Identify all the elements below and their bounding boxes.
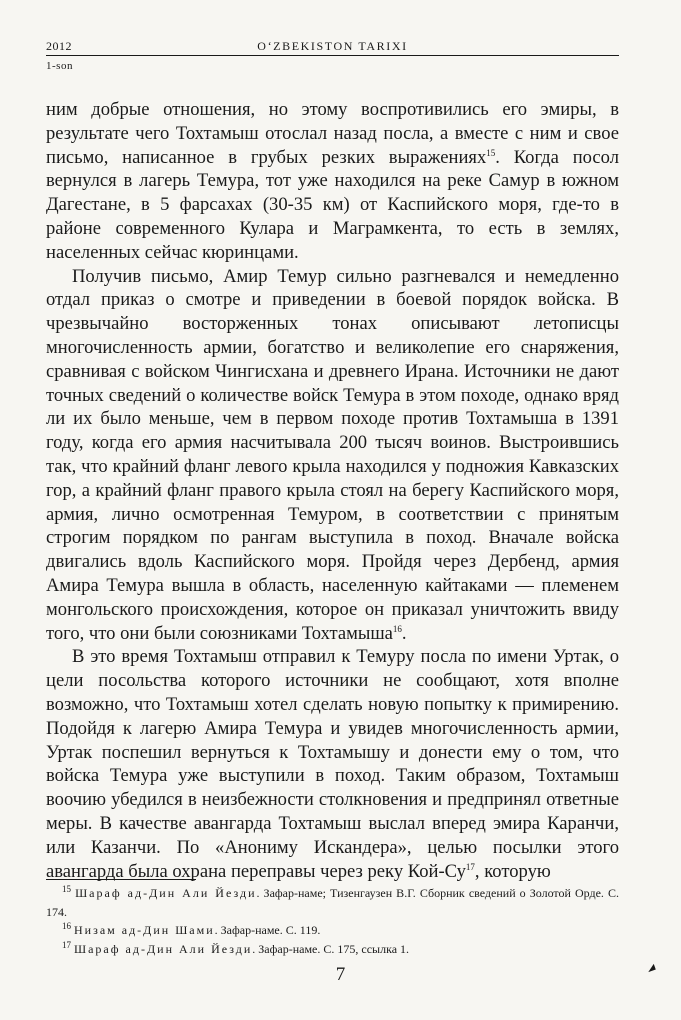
page-number: 7 <box>335 964 346 985</box>
paragraph-text: Получив письмо, Амир Темур сильно разгневался и немедленно отдал приказ о смотре и приведении в боевой порядок войска. В чрезвычайно восторженных тонах описывают летописцы многочисленность армии, богатство и великолепие его снаряжения, сравнивая с войском Чингисхана и древнего Ирана. Источники не дают точных сведений о количестве войск Темура в этом походе, однако вряд ли их было меньше, чем в первом походе против Тохтамыша в 1391 году, когда его армия насчитывала 200 тысяч воинов. Выстроившись так, что крайний фланг левого крыла находился у подножия Кавказских гор, а крайний фланг правого крыла стоял на берегу Каспийского моря, армия, лично осмотренная Темуром, в соответствии с принятым строгим порядком по рангам выступила в поход. Вначале войска двигались вдоль Каспийского моря. Пройдя через Дербенд, армия Амира Темура вышла в область, населенную кайтаками — племенем монгольского происхождения, которое он приказал уничтожить ввиду того, что они были союзниками Тохтамыша <box>46 265 619 644</box>
paragraph-text: В это время Тохтамыш отправил к Темуру посла по имени Уртак, о цели посольства которого источники не сообщают, хотя вполне возможно, что Тохтамыш хотел сделать новую попытку к примирению. Подойдя к лагерю Амира Темура и увидев многочисленность армии, Уртак поспешил вернуться к Тохтамышу и донести ему о том, что войска Темура уже выступили в поход. Таким образом, Тохтамыш воочию убедился в неизбежности столкновения и предпринял ответные меры. В качестве авангарда Тохтамыш выслал вперед эмира Каранчи, или Казанчи. По «Анониму Искандера», целью посылки этого авангарда была охрана переправы через реку Кой-Су <box>46 646 619 882</box>
footnote-text: . Зафар-наме. С. 119. <box>214 923 321 937</box>
footnote-ref: 17 <box>465 861 475 872</box>
paragraph-1 <box>46 98 619 265</box>
paragraph-text: , которую <box>474 860 551 882</box>
issue-number: 1-son <box>46 60 73 72</box>
journal-title: O‘ZBEKISTON TARIXI <box>257 39 408 53</box>
paragraph-2 <box>46 265 619 646</box>
footnote-rule <box>46 879 196 880</box>
paragraph-text: . Когда посол вернулся в лагерь Темура, тот уже находился на реке Самур в южном Дагестане, в 5 фарсахах (30-35 км) от Каспийского моря, где-то в районе современного Кулара и Маграмкента, то есть в землях, населенных сейчас кюринцами. <box>46 146 619 263</box>
footnote-text: . Зафар-наме; Тизенгаузен В.Г. Сборник сведений о Золотой Орде. С. 174. <box>46 886 619 919</box>
paragraph-3 <box>46 645 619 883</box>
footnote-author: Шараф ад-Дин Али Йезди <box>75 886 257 900</box>
header-rule <box>46 55 619 56</box>
footnote-marker: 15 <box>62 884 71 894</box>
footnote-author: Низам ад-Дин Шами <box>74 923 215 937</box>
footnote <box>46 940 619 959</box>
footnote-marker: 16 <box>62 921 71 931</box>
footnote-ref: 15 <box>486 147 496 158</box>
footnote-text: . Зафар-наме. С. 175, ссылка 1. <box>252 941 410 956</box>
running-header <box>46 36 619 56</box>
body-text <box>46 98 619 883</box>
footnote-ref: 16 <box>392 623 402 634</box>
footnote-author: Шараф ад-Дин Али Йезди <box>74 941 253 956</box>
footnotes <box>46 884 619 958</box>
footnote <box>46 921 619 940</box>
paragraph-text: . <box>401 622 407 644</box>
paragraph-text: ним добрые отношения, но этому воспротивились его эмиры, в результате чего Тохтамыш отослал назад посла, а вместе с ним и свое письмо, написанное в грубых резких выражениях <box>46 99 619 168</box>
footnote <box>46 884 619 921</box>
footnote-marker: 17 <box>62 939 71 950</box>
header-year: 2012 <box>46 39 72 53</box>
